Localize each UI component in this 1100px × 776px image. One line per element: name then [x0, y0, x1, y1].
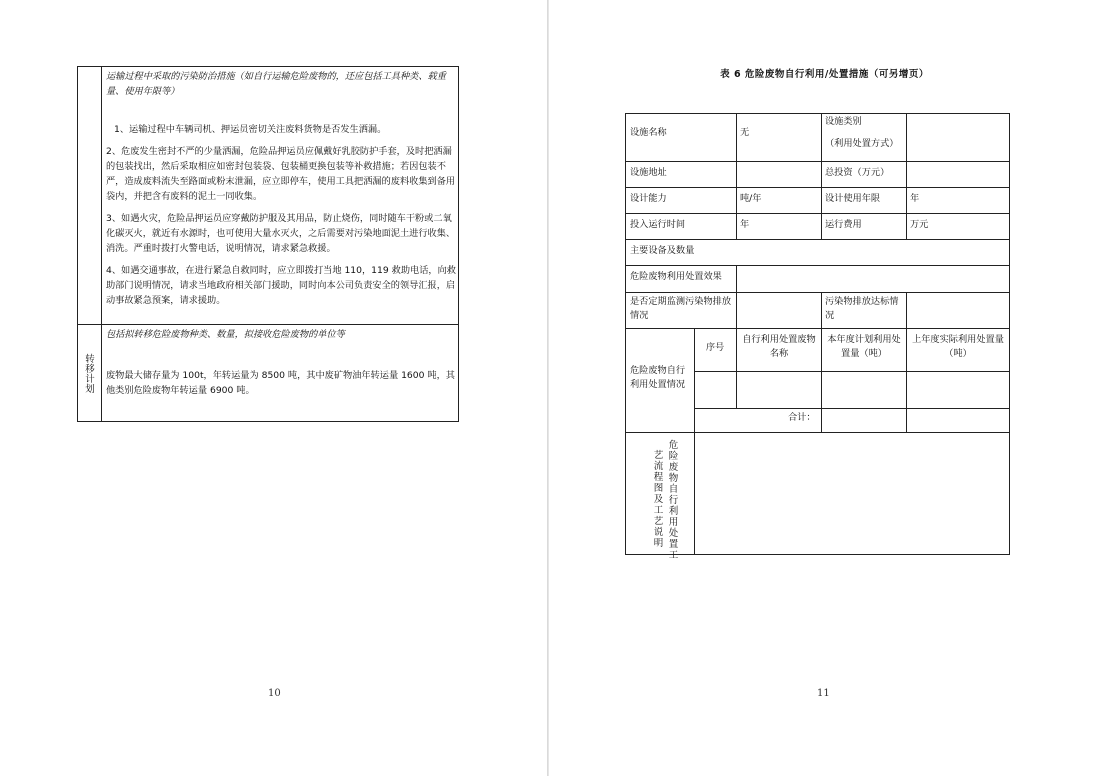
process-label-col-1: 危险废物自行利用处置工 [668, 440, 679, 561]
row-line [626, 432, 1009, 433]
operating-cost-unit: 万元 [910, 219, 929, 230]
disposal-table [625, 113, 1010, 561]
col-no-header: 序号 [705, 342, 725, 353]
row-line [626, 328, 1009, 329]
transfer-plan-heading: 包括拟转移危险废物种类、数量，拟接收危险废物的单位等 [106, 329, 345, 340]
table-title: 表 6 危险废物自行利用/处置措施（可另增页） [720, 69, 929, 80]
col-line [736, 114, 737, 239]
col-line [821, 328, 822, 432]
effect-label: 危险废物利用处置效果 [630, 271, 722, 282]
page-number-left: 10 [268, 688, 281, 699]
row-line [626, 239, 1009, 240]
column-divider [101, 67, 102, 421]
row-line [626, 161, 1009, 162]
col-line [906, 328, 907, 432]
col-line [736, 328, 737, 408]
design-capacity-label: 设计能力 [630, 193, 667, 204]
col-line [821, 292, 822, 328]
row-line [694, 371, 1009, 372]
col-line [694, 432, 695, 554]
design-capacity-unit: 吨/年 [740, 193, 762, 204]
total-investment-label: 总投资（万元） [825, 167, 890, 178]
row-line [626, 292, 1009, 293]
measure-paragraph-2: 2、危废发生密封不严的少量洒漏，危险品押运员应佩戴好乳胶防护手套，及时把洒漏的包装找出，然后采取相应如密封包装袋、包装桶更换包装等补救措施；若因包装不严，造成废料流失至路面或粉末泄漏，应立即停车，使用工具把洒漏的废料收集到备用袋内，并把含有废料的泥土一同收集。 [106, 146, 456, 202]
row-line [626, 213, 1009, 214]
pollution-measures-heading: 运输过程中采取的污染防治措施（如自行运输危险废物的，还应包括工具种类、载重量、使用年限等） [106, 71, 446, 97]
total-label: 合计： [788, 412, 816, 423]
col-name-header: 自行利用处置废物名称 [742, 334, 816, 359]
measure-paragraph-1: 1、运输过程中车辆司机、押运员密切关注废料货物是否发生洒漏。 [114, 124, 387, 135]
process-label-col-2: 艺流程图及工艺说明 [653, 450, 664, 549]
transfer-plan-section [106, 327, 456, 405]
row-line [694, 408, 1009, 409]
pollution-measures-section [106, 69, 456, 315]
monitoring-label: 是否定期监测污染物排放情况 [630, 296, 732, 321]
main-equipment-label: 主要设备及数量 [630, 245, 695, 256]
operating-cost-label: 运行费用 [825, 219, 862, 230]
facility-type-sub: （利用处置方式） [825, 138, 899, 149]
facility-name-value: 无 [740, 127, 750, 138]
design-life-label: 设计使用年限 [825, 193, 881, 204]
transfer-plan-text: 废物最大储存量为 100t，年转运量为 8500 吨，其中废矿物油年转运量 1600 吨，其他类别危险废物年转运量 6900 吨。 [106, 370, 455, 396]
col-line [906, 114, 907, 239]
row-line [626, 187, 1009, 188]
measure-paragraph-3: 3、如遇火灾，危险品押运员应穿戴防护服及其用品，防止烧伤，同时随车干粉或二氧化碳灭火，就近有水源时，也可使用大量水灭火，之后需要对污染地面泥土进行收集、消洗。严重时拨打火警电话，说明情况，请求紧急救援。 [106, 213, 456, 254]
usage-label: 危险废物自行利用处置情况 [630, 365, 686, 390]
page-number-right: 11 [817, 688, 830, 699]
operation-time-label: 投入运行时间 [630, 219, 686, 230]
row-divider [78, 324, 458, 325]
col-line [736, 265, 737, 292]
transport-table [77, 66, 459, 422]
facility-name-label: 设施名称 [630, 127, 667, 138]
row-line [626, 265, 1009, 266]
col-actual-header: 上年度实际利用处置量（吨） [912, 334, 1004, 359]
compliance-label: 污染物排放达标情况 [825, 296, 899, 321]
facility-type-label: 设施类别 [825, 116, 862, 127]
transfer-plan-label: 转移计划 [85, 354, 95, 395]
col-line [736, 292, 737, 328]
design-life-unit: 年 [910, 193, 920, 204]
operation-time-unit: 年 [740, 219, 750, 230]
left-page [0, 0, 547, 776]
measure-paragraph-4: 4、如遇交通事故，在进行紧急自救同时，应立即拨打当地 110，119 救助电话，向救助部门说明情况，请求当地政府相关部门援助，同时向本公司负责安全的领导汇报，启动事故紧急预案，请求援助。 [106, 265, 456, 306]
col-line [906, 292, 907, 328]
col-line [821, 114, 822, 239]
facility-address-label: 设施地址 [630, 167, 667, 178]
col-plan-header: 本年度计划利用处置量（吨） [827, 334, 901, 359]
